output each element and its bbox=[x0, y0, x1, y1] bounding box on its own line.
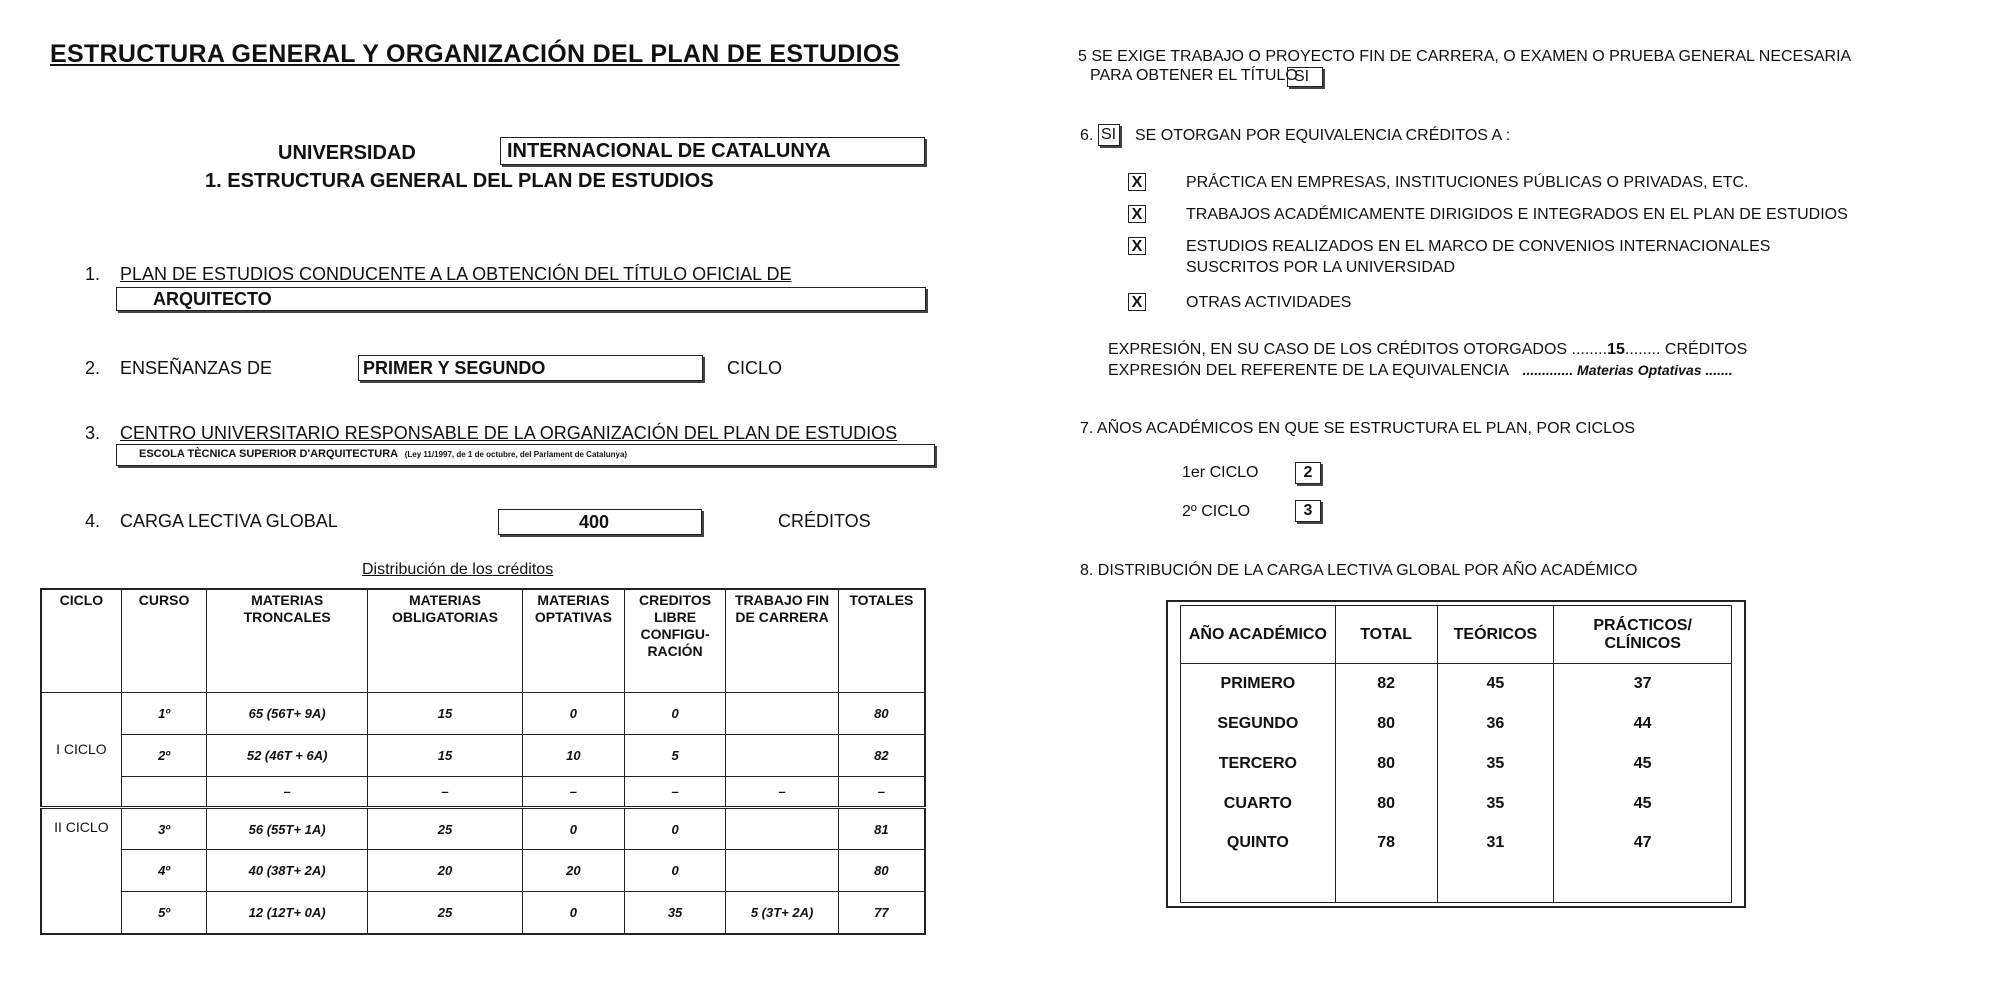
checkbox-estudios[interactable]: X bbox=[1128, 237, 1146, 255]
table-cell bbox=[726, 808, 838, 850]
ac-header-row bbox=[1181, 606, 1732, 664]
table-cell: 5 (3T+ 2A) bbox=[726, 892, 838, 934]
table-cell: 65 (56T+ 9A) bbox=[207, 692, 368, 734]
table-cell: 25 bbox=[367, 808, 522, 850]
table-cell: 0 bbox=[523, 692, 625, 734]
table-cell: 1º bbox=[121, 692, 207, 734]
expresion-creditos-suffix: ........ CRÉDITOS bbox=[1624, 341, 1748, 358]
titulo-field: ARQUITECTO bbox=[116, 287, 926, 311]
expresion-creditos-value: 15 bbox=[1607, 341, 1625, 358]
centro-note: (Ley 11/1997, de 1 de octubre, del Parlament de Catalunya) bbox=[404, 450, 628, 459]
table-cell: QUINTO bbox=[1181, 824, 1336, 903]
credit-distribution-table bbox=[40, 588, 926, 935]
header-ciclo: CICLO bbox=[41, 589, 121, 692]
ciclo-1-years: 2 bbox=[1295, 462, 1321, 484]
table-row bbox=[41, 892, 925, 934]
header-curso: CURSO bbox=[121, 589, 207, 692]
table-cell: 5 bbox=[624, 734, 726, 776]
table-header-row bbox=[41, 589, 925, 692]
checkbox-practica[interactable]: X bbox=[1128, 173, 1146, 191]
table-cell: 36 bbox=[1437, 704, 1554, 744]
centro-field bbox=[116, 444, 935, 466]
item-2-text: ENSEÑANZAS DE bbox=[120, 358, 273, 378]
table-cell: 45 bbox=[1554, 744, 1732, 784]
ciclo-1-label: 1er CICLO bbox=[1182, 464, 1259, 481]
item-2-number: 2. bbox=[85, 358, 101, 378]
ciclo-2-label: 2º CICLO bbox=[1182, 503, 1251, 520]
carga-field: 400 bbox=[498, 509, 702, 535]
table-cell bbox=[726, 850, 838, 892]
table-cell: 20 bbox=[367, 850, 522, 892]
header-obligatorias: MATERIAS OBLIGATORIAS bbox=[367, 589, 522, 692]
check-label-practica: PRÁCTICA EN EMPRESAS, INSTITUCIONES PÚBLICAS O PRIVADAS, ETC. bbox=[1186, 174, 1749, 191]
table-cell: 80 bbox=[1335, 744, 1437, 784]
table-cell: 35 bbox=[1437, 744, 1554, 784]
table-row bbox=[1181, 784, 1732, 824]
item-4-text: CARGA LECTIVA GLOBAL bbox=[120, 511, 338, 531]
table-row bbox=[41, 734, 925, 776]
expresion-creditos-text: EXPRESIÓN, EN SU CASO DE LOS CRÉDITOS OTORGADOS ........ bbox=[1108, 341, 1608, 358]
header-troncales: MATERIAS TRONCALES bbox=[207, 589, 368, 692]
table-cell: 35 bbox=[1437, 784, 1554, 824]
table-cell: 31 bbox=[1437, 824, 1554, 903]
item-1-number: 1. bbox=[85, 264, 101, 284]
table-cell bbox=[121, 776, 207, 808]
table-cell: TERCERO bbox=[1181, 744, 1336, 784]
header-teoricos: TEÓRICOS bbox=[1437, 606, 1554, 664]
universidad-field: INTERNACIONAL DE CATALUNYA bbox=[500, 137, 925, 165]
table-cell: 81 bbox=[838, 808, 925, 850]
titulo-required-field: SI bbox=[1287, 67, 1323, 87]
table-cell: 82 bbox=[1335, 664, 1437, 704]
table-cell: 0 bbox=[523, 892, 625, 934]
table-cell: 47 bbox=[1554, 824, 1732, 903]
table-cell: 10 bbox=[523, 734, 625, 776]
header-practicos: PRÁCTICOS/ CLÍNICOS bbox=[1554, 606, 1732, 664]
table-cell: PRIMERO bbox=[1181, 664, 1336, 704]
table-cell: 80 bbox=[1335, 784, 1437, 824]
table-cell: 40 (38T+ 2A) bbox=[207, 850, 368, 892]
equivalencia-field: SI bbox=[1098, 124, 1120, 146]
check-label-trabajos: TRABAJOS ACADÉMICAMENTE DIRIGIDOS E INTEGRADOS EN EL PLAN DE ESTUDIOS bbox=[1186, 206, 1848, 223]
ensenanzas-field: PRIMER Y SEGUNDO bbox=[358, 355, 703, 381]
table-cell: 56 (55T+ 1A) bbox=[207, 808, 368, 850]
table-cell: 15 bbox=[367, 734, 522, 776]
table-cell: – bbox=[367, 776, 522, 808]
table-row bbox=[41, 850, 925, 892]
checkbox-trabajos[interactable]: X bbox=[1128, 205, 1146, 223]
table-cell: 0 bbox=[624, 808, 726, 850]
table-cell: 45 bbox=[1437, 664, 1554, 704]
table-cell: 80 bbox=[838, 850, 925, 892]
header-optativas: MATERIAS OPTATIVAS bbox=[523, 589, 625, 692]
table-cell: 0 bbox=[624, 692, 726, 734]
expresion-referente-text: EXPRESIÓN DEL REFERENTE DE LA EQUIVALENCIA bbox=[1108, 362, 1509, 379]
table-cell: 52 (46T + 6A) bbox=[207, 734, 368, 776]
table-cell: 37 bbox=[1554, 664, 1732, 704]
table-cell: 3º bbox=[121, 808, 207, 850]
table-row bbox=[41, 776, 925, 808]
page-title: ESTRUCTURA GENERAL Y ORGANIZACIÓN DEL PLAN DE ESTUDIOS bbox=[50, 40, 900, 68]
header-ano: AÑO ACADÉMICO bbox=[1181, 606, 1336, 664]
table-cell: 4º bbox=[121, 850, 207, 892]
section-1-title: 1. ESTRUCTURA GENERAL DEL PLAN DE ESTUDIOS bbox=[205, 170, 714, 192]
item-1-text: PLAN DE ESTUDIOS CONDUCENTE A LA OBTENCIÓN DEL TÍTULO OFICIAL DE bbox=[120, 264, 792, 284]
table-cell: CUARTO bbox=[1181, 784, 1336, 824]
header-trabajo: TRABAJO FIN DE CARRERA bbox=[726, 589, 838, 692]
table-cell: 0 bbox=[624, 850, 726, 892]
table-cell: 77 bbox=[838, 892, 925, 934]
table-row bbox=[41, 808, 925, 850]
table-cell bbox=[726, 692, 838, 734]
table-row bbox=[1181, 744, 1732, 784]
table-cell: – bbox=[207, 776, 368, 808]
table-cell: 5º bbox=[121, 892, 207, 934]
table-cell: 15 bbox=[367, 692, 522, 734]
table-cell: 2º bbox=[121, 734, 207, 776]
item-5-line-1: 5 SE EXIGE TRABAJO O PROYECTO FIN DE CARRERA, O EXAMEN O PRUEBA GENERAL NECESARIA bbox=[1078, 48, 1852, 65]
table-cell: 78 bbox=[1335, 824, 1437, 903]
creditos-suffix: CRÉDITOS bbox=[778, 511, 871, 531]
item-5-line-2: PARA OBTENER EL TÍTULO bbox=[1090, 67, 1298, 84]
item-3-text: CENTRO UNIVERSITARIO RESPONSABLE DE LA ORGANIZACIÓN DEL PLAN DE ESTUDIOS bbox=[120, 423, 898, 443]
table-row bbox=[1181, 824, 1732, 903]
table-row bbox=[1181, 664, 1732, 704]
ciclo-suffix: CICLO bbox=[727, 358, 783, 378]
check-label-estudios: ESTUDIOS REALIZADOS EN EL MARCO DE CONVENIOS INTERNACIONALES bbox=[1186, 238, 1771, 255]
item-6-text: SE OTORGAN POR EQUIVALENCIA CRÉDITOS A : bbox=[1135, 127, 1511, 144]
header-totales: TOTALES bbox=[838, 589, 925, 692]
ciclo-2-cell: II CICLO bbox=[41, 808, 121, 934]
table-row bbox=[41, 692, 925, 734]
item-4-number: 4. bbox=[85, 511, 101, 531]
header-libre: CREDITOS LIBRE CONFIGU- RACIÓN bbox=[624, 589, 726, 692]
item-8-text: 8. DISTRIBUCIÓN DE LA CARGA LECTIVA GLOBAL POR AÑO ACADÉMICO bbox=[1080, 562, 1638, 579]
ciclo-2-years: 3 bbox=[1295, 500, 1321, 522]
table-cell: 20 bbox=[523, 850, 625, 892]
table-cell: 12 (12T+ 0A) bbox=[207, 892, 368, 934]
table-cell: 45 bbox=[1554, 784, 1732, 824]
table-cell: SEGUNDO bbox=[1181, 704, 1336, 744]
expresion-creditos bbox=[1108, 341, 1747, 359]
ciclo-1-cell: I CICLO bbox=[41, 692, 121, 808]
table-cell: – bbox=[838, 776, 925, 808]
table-cell: 82 bbox=[838, 734, 925, 776]
checkbox-otras[interactable]: X bbox=[1128, 293, 1146, 311]
centro-value: ESCOLA TÈCNICA SUPERIOR D'ARQUITECTURA bbox=[139, 448, 398, 460]
table-cell: 44 bbox=[1554, 704, 1732, 744]
table-cell: – bbox=[726, 776, 838, 808]
table-cell: 25 bbox=[367, 892, 522, 934]
academic-year-table bbox=[1180, 605, 1732, 903]
universidad-label: UNIVERSIDAD bbox=[278, 142, 416, 164]
check-label-estudios-2: SUSCRITOS POR LA UNIVERSIDAD bbox=[1186, 259, 1456, 276]
item-6-number: 6. bbox=[1080, 127, 1094, 144]
table-cell: 80 bbox=[838, 692, 925, 734]
distribution-title: Distribución de los créditos bbox=[362, 561, 554, 578]
table-cell bbox=[726, 734, 838, 776]
expresion-referente bbox=[1108, 362, 1733, 380]
expresion-referente-value: ............. Materias Optativas ....... bbox=[1522, 362, 1733, 378]
table-cell: 0 bbox=[523, 808, 625, 850]
item-7-text: 7. AÑOS ACADÉMICOS EN QUE SE ESTRUCTURA EL PLAN, POR CICLOS bbox=[1080, 420, 1636, 437]
header-total: TOTAL bbox=[1335, 606, 1437, 664]
check-label-otras: OTRAS ACTIVIDADES bbox=[1186, 294, 1352, 311]
table-cell: 35 bbox=[624, 892, 726, 934]
item-3-number: 3. bbox=[85, 423, 101, 443]
table-row bbox=[1181, 704, 1732, 744]
table-cell: 80 bbox=[1335, 704, 1437, 744]
table-cell: – bbox=[523, 776, 625, 808]
table-cell: – bbox=[624, 776, 726, 808]
